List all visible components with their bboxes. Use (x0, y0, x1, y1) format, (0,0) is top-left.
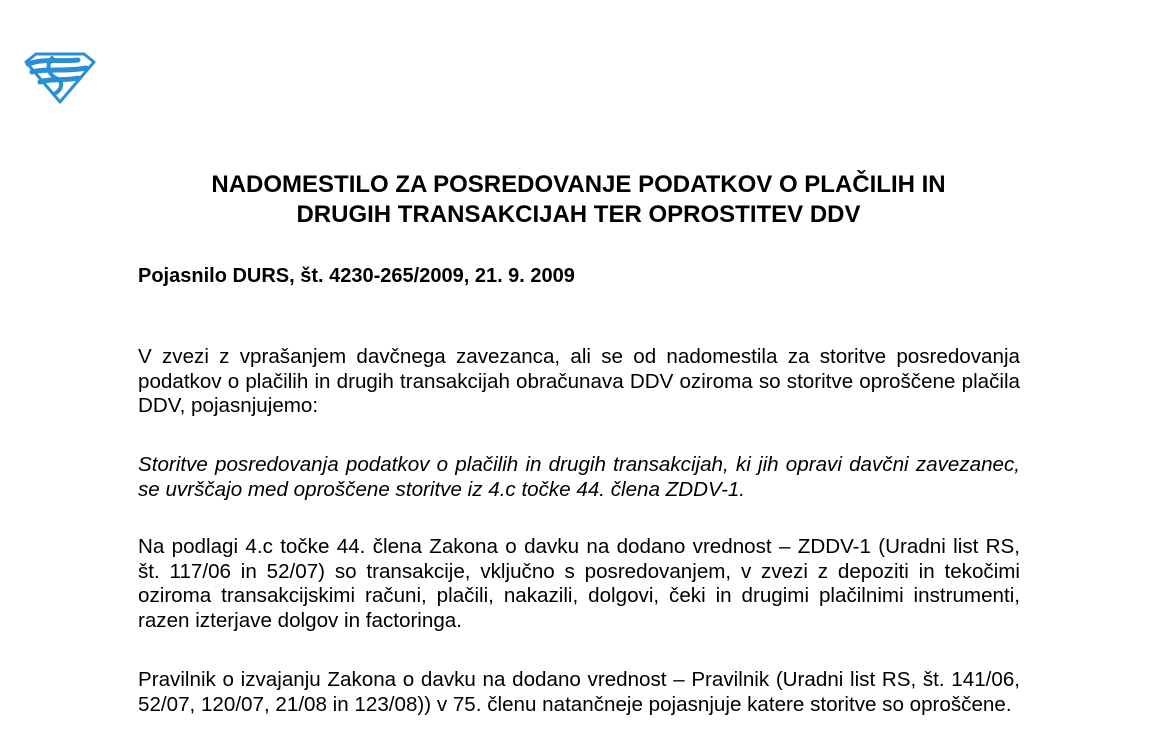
title-line-1: NADOMESTILO ZA POSREDOVANJE PODATKOV O PLAČILIH IN (211, 171, 946, 198)
paragraph-legal-basis: Na podlagi 4.c točke 44. člena Zakona o davku na dodano vrednost – ZDDV-1 (Uradni list RS, št. 117/06 in 52/07) so transakcije, vključno s posredovanjem, v zvezi z depoziti in tekočimi oziroma transakcijskimi računi, plačili, nakazili, dolgovi, čeki in drugimi plačilnimi instrumenti, razen izterjave dolgov in factoringa. (138, 535, 1020, 632)
document-reference: Pojasnilo DURS, št. 4230-265/2009, 21. 9. 2009 (138, 265, 575, 287)
document-title (0, 170, 1157, 230)
paragraph-intro: V zvezi z vprašanjem davčnega zavezanca, ali se od nadomestila za storitve posredovanja podatkov o plačilih in drugih transakcijah obračunava DDV oziroma so storitve oproščene plačila DDV, pojasnjujemo: (138, 345, 1020, 417)
paragraph-answer: Storitve posredovanja podatkov o plačilih in drugih transakcijah, ki jih opravi davčni zavezanec, se uvrščajo med oproščene storitve iz 4.c točke 44. člena ZDDV-1. (138, 453, 1020, 501)
paragraph-regulation: Pravilnik o izvajanju Zakona o davku na dodano vrednost – Pravilnik (Uradni list RS, št. 141/06, 52/07, 120/07, 21/08 in 123/08)) v 75. členu natančneje pojasnjuje katere storitve so oproščene. (138, 668, 1020, 716)
title-line-2: DRUGIH TRANSAKCIJAH TER OPROSTITEV DDV (296, 201, 861, 228)
sd-diamond-logo-icon (22, 50, 98, 106)
